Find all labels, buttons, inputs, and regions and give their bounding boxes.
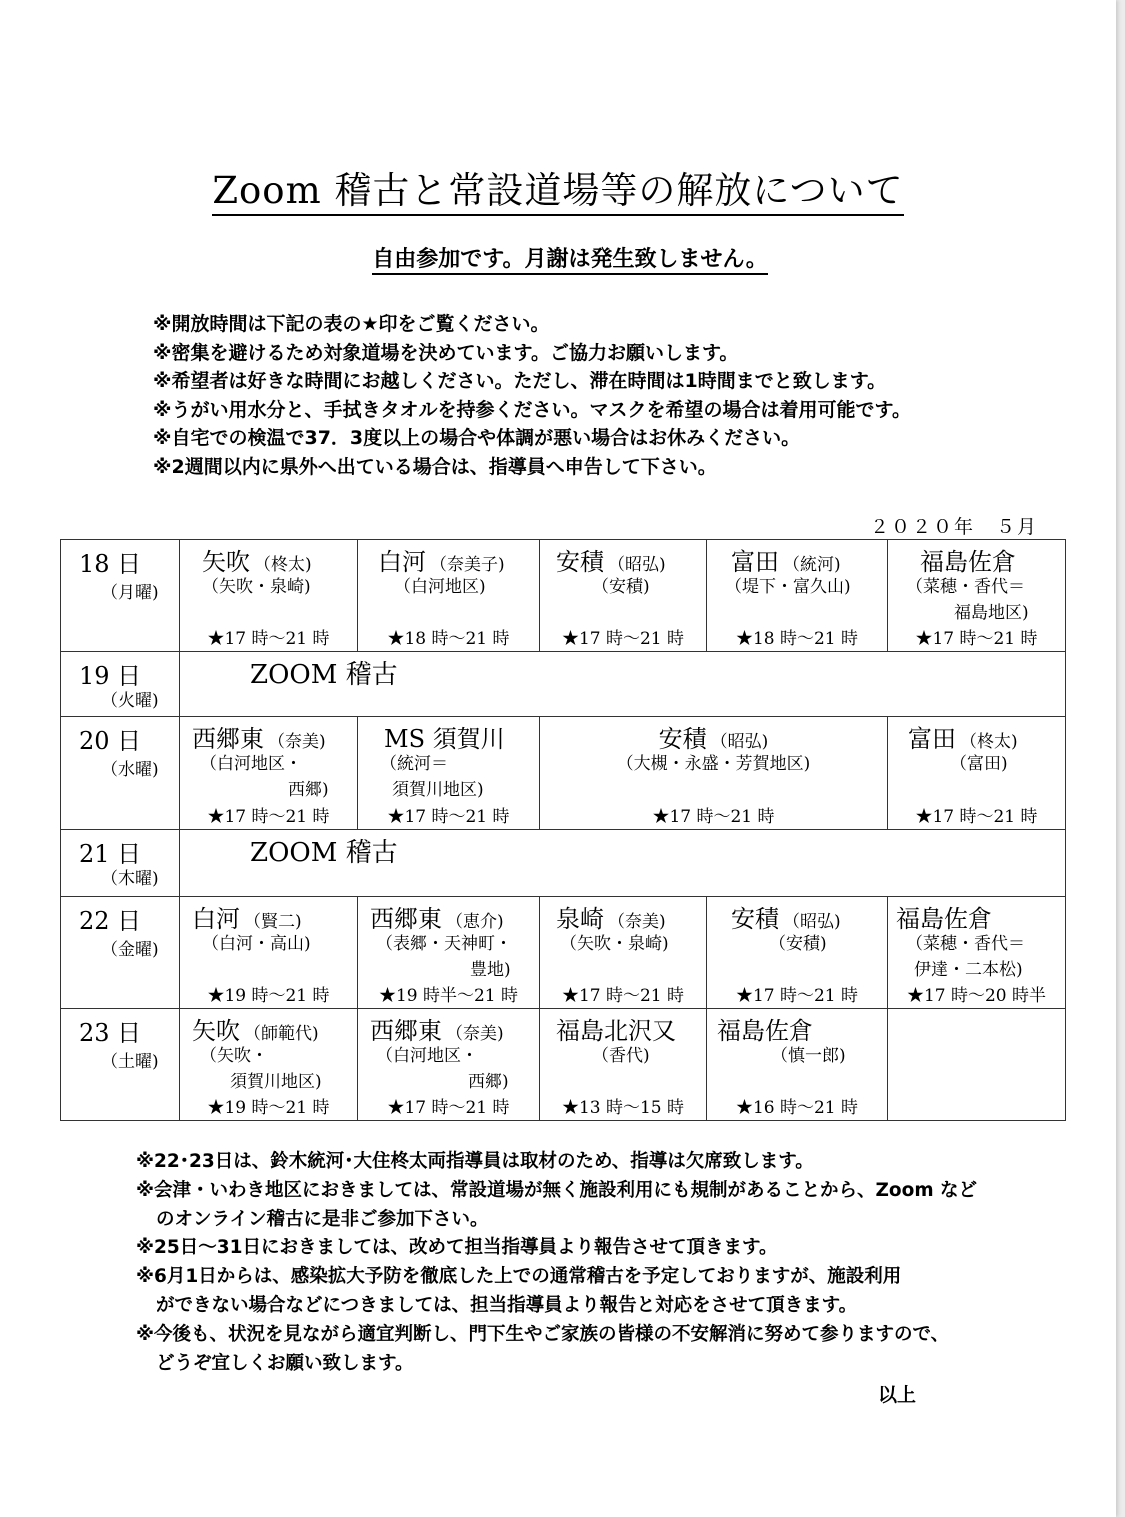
day-cell — [61, 897, 180, 1009]
dojo-cell — [540, 1009, 707, 1121]
dojo-area: （矢吹・ — [200, 1046, 268, 1066]
footer-note: のオンライン稽古に是非ご参加下さい。 — [156, 1208, 489, 1230]
open-time: ★17 時～21 時 — [652, 807, 775, 827]
day-number: 23 日 — [79, 1019, 142, 1047]
closing-mark: 以上 — [878, 1384, 917, 1406]
open-time: ★17 時～21 時 — [207, 629, 330, 649]
dojo-name: 矢吹 （師範代) — [192, 1017, 319, 1045]
day-cell — [61, 830, 180, 897]
dojo-name: 白河 （賢二) — [192, 905, 302, 933]
day-number: 20 日 — [79, 727, 142, 755]
dojo-cell — [888, 897, 1066, 1009]
dojo-area: （白河地区・ — [376, 1046, 478, 1066]
day-cell — [61, 540, 180, 652]
dojo-cell — [707, 897, 888, 1009]
note-item: ※2週間以内に県外へ出ている場合は、指導員へ申告して下さい。 — [153, 455, 717, 478]
dojo-name: 泉崎 （奈美) — [556, 905, 666, 933]
open-time: ★17 時～21 時 — [387, 807, 510, 827]
open-time: ★17 時～20 時半 — [906, 986, 1047, 1006]
schedule-row-22 — [61, 897, 1066, 1009]
dojo-area: （表郷・天神町・ — [376, 934, 512, 954]
schedule-table — [60, 539, 1066, 1121]
dojo-area: （堤下・富久山) — [725, 577, 851, 597]
dojo-name: 安積 （昭弘) — [731, 905, 841, 933]
dojo-cell — [180, 897, 358, 1009]
dojo-area: （大槻・永盛・芳賀地区) — [616, 754, 811, 774]
dojo-cell — [180, 717, 358, 830]
zoom-practice: ZOOM 稽古 — [250, 838, 398, 868]
open-time: ★18 時～21 時 — [735, 629, 859, 649]
dojo-cell — [180, 540, 358, 652]
day-weekday: （金曜) — [101, 940, 159, 960]
day-number: 19 日 — [79, 662, 142, 690]
schedule-row-20 — [61, 717, 1066, 830]
schedule-row-19 — [61, 652, 1066, 717]
document-date: ２０２０年 ５月 — [870, 516, 1039, 538]
dojo-name: 福島北沢又 — [556, 1017, 676, 1045]
dojo-area: （慎一郎) — [771, 1046, 846, 1066]
dojo-name: 福島佐倉 — [717, 1017, 813, 1045]
open-time: ★18 時～21 時 — [387, 629, 510, 649]
note-item: ※うがい用水分と、手拭きタオルを持参ください。マスクを希望の場合は着用可能です。 — [153, 398, 911, 421]
dojo-area: （矢吹・泉崎) — [560, 934, 669, 954]
dojo-area: （安積) — [592, 577, 650, 597]
dojo-name: 富田 （統河) — [731, 548, 841, 576]
day-cell — [61, 652, 180, 717]
note-item: ※希望者は好きな時間にお越しください。ただし、滞在時間は1時間までと致します。 — [153, 370, 887, 392]
open-time: ★17 時～21 時 — [735, 986, 859, 1006]
footer-notes — [136, 1148, 977, 1378]
day-weekday: （土曜) — [101, 1052, 159, 1072]
open-time: ★13 時～15 時 — [561, 1098, 685, 1118]
open-time: ★19 時～21 時 — [207, 1098, 330, 1118]
dojo-name: 富田 （柊太) — [908, 725, 1018, 753]
dojo-area: （富田) — [950, 754, 1008, 774]
dojo-cell — [180, 1009, 358, 1121]
dojo-cell — [888, 717, 1066, 830]
document-title: Zoom 稽古と常設道場等の解放について — [0, 160, 1116, 214]
dojo-cell — [540, 717, 888, 830]
dojo-area: （白河地区) — [394, 577, 486, 597]
empty-cell — [888, 1009, 1066, 1121]
footer-note: ※今後も、状況を見ながら適宜判断し、門下生やご家族の皆様の不安解消に努めて参りますので、 — [136, 1323, 950, 1345]
schedule-row-18 — [61, 540, 1066, 652]
dojo-area: 西郷) — [468, 1072, 509, 1092]
footer-note: ができない場合などにつきましては、担当指導員より報告と対応をさせて頂きます。 — [156, 1294, 858, 1316]
open-time: ★17 時～21 時 — [915, 807, 1038, 827]
day-cell — [61, 1009, 180, 1121]
open-time: ★17 時～21 時 — [387, 1098, 510, 1118]
dojo-cell — [358, 540, 540, 652]
note-item: ※密集を避けるため対象道場を決めています。ご協力お願いします。 — [153, 341, 739, 364]
dojo-cell — [888, 540, 1066, 652]
dojo-area: （菜穂・香代＝ — [906, 577, 1025, 597]
open-time: ★19 時半～21 時 — [378, 986, 519, 1006]
dojo-area: （白河・高山) — [202, 934, 311, 954]
schedule-row-21 — [61, 830, 1066, 897]
dojo-area: 西郷) — [288, 780, 329, 800]
day-cell — [61, 717, 180, 830]
open-time: ★19 時～21 時 — [207, 986, 330, 1006]
dojo-area: （菜穂・香代＝ — [906, 934, 1025, 954]
dojo-cell — [358, 717, 540, 830]
day-weekday: （木曜) — [101, 869, 159, 889]
dojo-area: 福島地区) — [954, 603, 1029, 623]
dojo-name: 西郷東 （恵介) — [370, 905, 504, 933]
dojo-area: 須賀川地区) — [392, 780, 484, 800]
dojo-name: 白河 （奈美子) — [378, 548, 505, 576]
day-number: 22 日 — [79, 907, 142, 935]
footer-note: ※22･23日は、鈴木統河･大住柊太両指導員は取材のため、指導は欠席致します。 — [136, 1151, 814, 1172]
dojo-area: （白河地区・ — [200, 754, 302, 774]
day-weekday: （月曜) — [101, 583, 159, 603]
schedule-row-23 — [61, 1009, 1066, 1121]
dojo-name: 福島佐倉 — [896, 905, 992, 933]
note-item: ※開放時間は下記の表の★印をご覧ください。 — [153, 313, 550, 335]
dojo-name: 安積 （昭弘) — [556, 548, 666, 576]
dojo-cell — [358, 1009, 540, 1121]
dojo-area: （安積) — [769, 934, 827, 954]
dojo-name: 矢吹 （柊太) — [202, 548, 312, 576]
day-weekday: （水曜) — [101, 760, 159, 780]
footer-note: ※6月1日からは、感染拡大予防を徹底した上での通常稽古を予定しておりますが、施設利用 — [136, 1266, 902, 1288]
dojo-area: 豊地) — [470, 960, 511, 980]
footer-note: どうぞ宜しくお願い致します。 — [156, 1352, 414, 1374]
footer-note: ※25日～31日におきましては、改めて担当指導員より報告させて頂きます。 — [136, 1237, 778, 1259]
open-time: ★17 時～21 時 — [561, 986, 685, 1006]
dojo-area: 伊達・二本松) — [914, 960, 1023, 980]
dojo-name: 西郷東 （奈美) — [192, 725, 326, 753]
dojo-cell — [707, 1009, 888, 1121]
zoom-practice: ZOOM 稽古 — [250, 660, 398, 690]
footer-note: ※会津・いわき地区におきましては、常設道場が無く施設利用にも規制があることから、Zoom など — [136, 1179, 978, 1201]
dojo-cell — [358, 897, 540, 1009]
document-subtitle: 自由参加です。月謝は発生致しません。 — [0, 242, 1125, 273]
note-item: ※自宅での検温で37．3度以上の場合や体調が悪い場合はお休みください。 — [153, 427, 801, 449]
dojo-cell — [540, 897, 707, 1009]
dojo-cell — [707, 540, 888, 652]
dojo-name: 安積 （昭弘) — [658, 725, 769, 753]
day-number: 18 日 — [79, 550, 142, 578]
open-time: ★16 時～21 時 — [735, 1098, 859, 1118]
dojo-name: MS 須賀川 — [384, 725, 505, 753]
open-time: ★17 時～21 時 — [561, 629, 685, 649]
dojo-name: 西郷東 （奈美) — [370, 1017, 504, 1045]
day-weekday: （火曜) — [101, 691, 159, 711]
open-time: ★17 時～21 時 — [207, 807, 330, 827]
zoom-cell — [180, 830, 1066, 897]
notes-list — [153, 310, 911, 481]
dojo-area: 須賀川地区) — [230, 1072, 322, 1092]
day-number: 21 日 — [79, 840, 142, 868]
zoom-cell — [180, 652, 1066, 717]
dojo-area: （統河＝ — [380, 754, 448, 774]
dojo-area: （矢吹・泉崎) — [202, 577, 311, 597]
dojo-name: 福島佐倉 — [920, 548, 1016, 576]
open-time: ★17 時～21 時 — [915, 629, 1038, 649]
dojo-cell — [540, 540, 707, 652]
dojo-area: （香代) — [592, 1046, 650, 1066]
